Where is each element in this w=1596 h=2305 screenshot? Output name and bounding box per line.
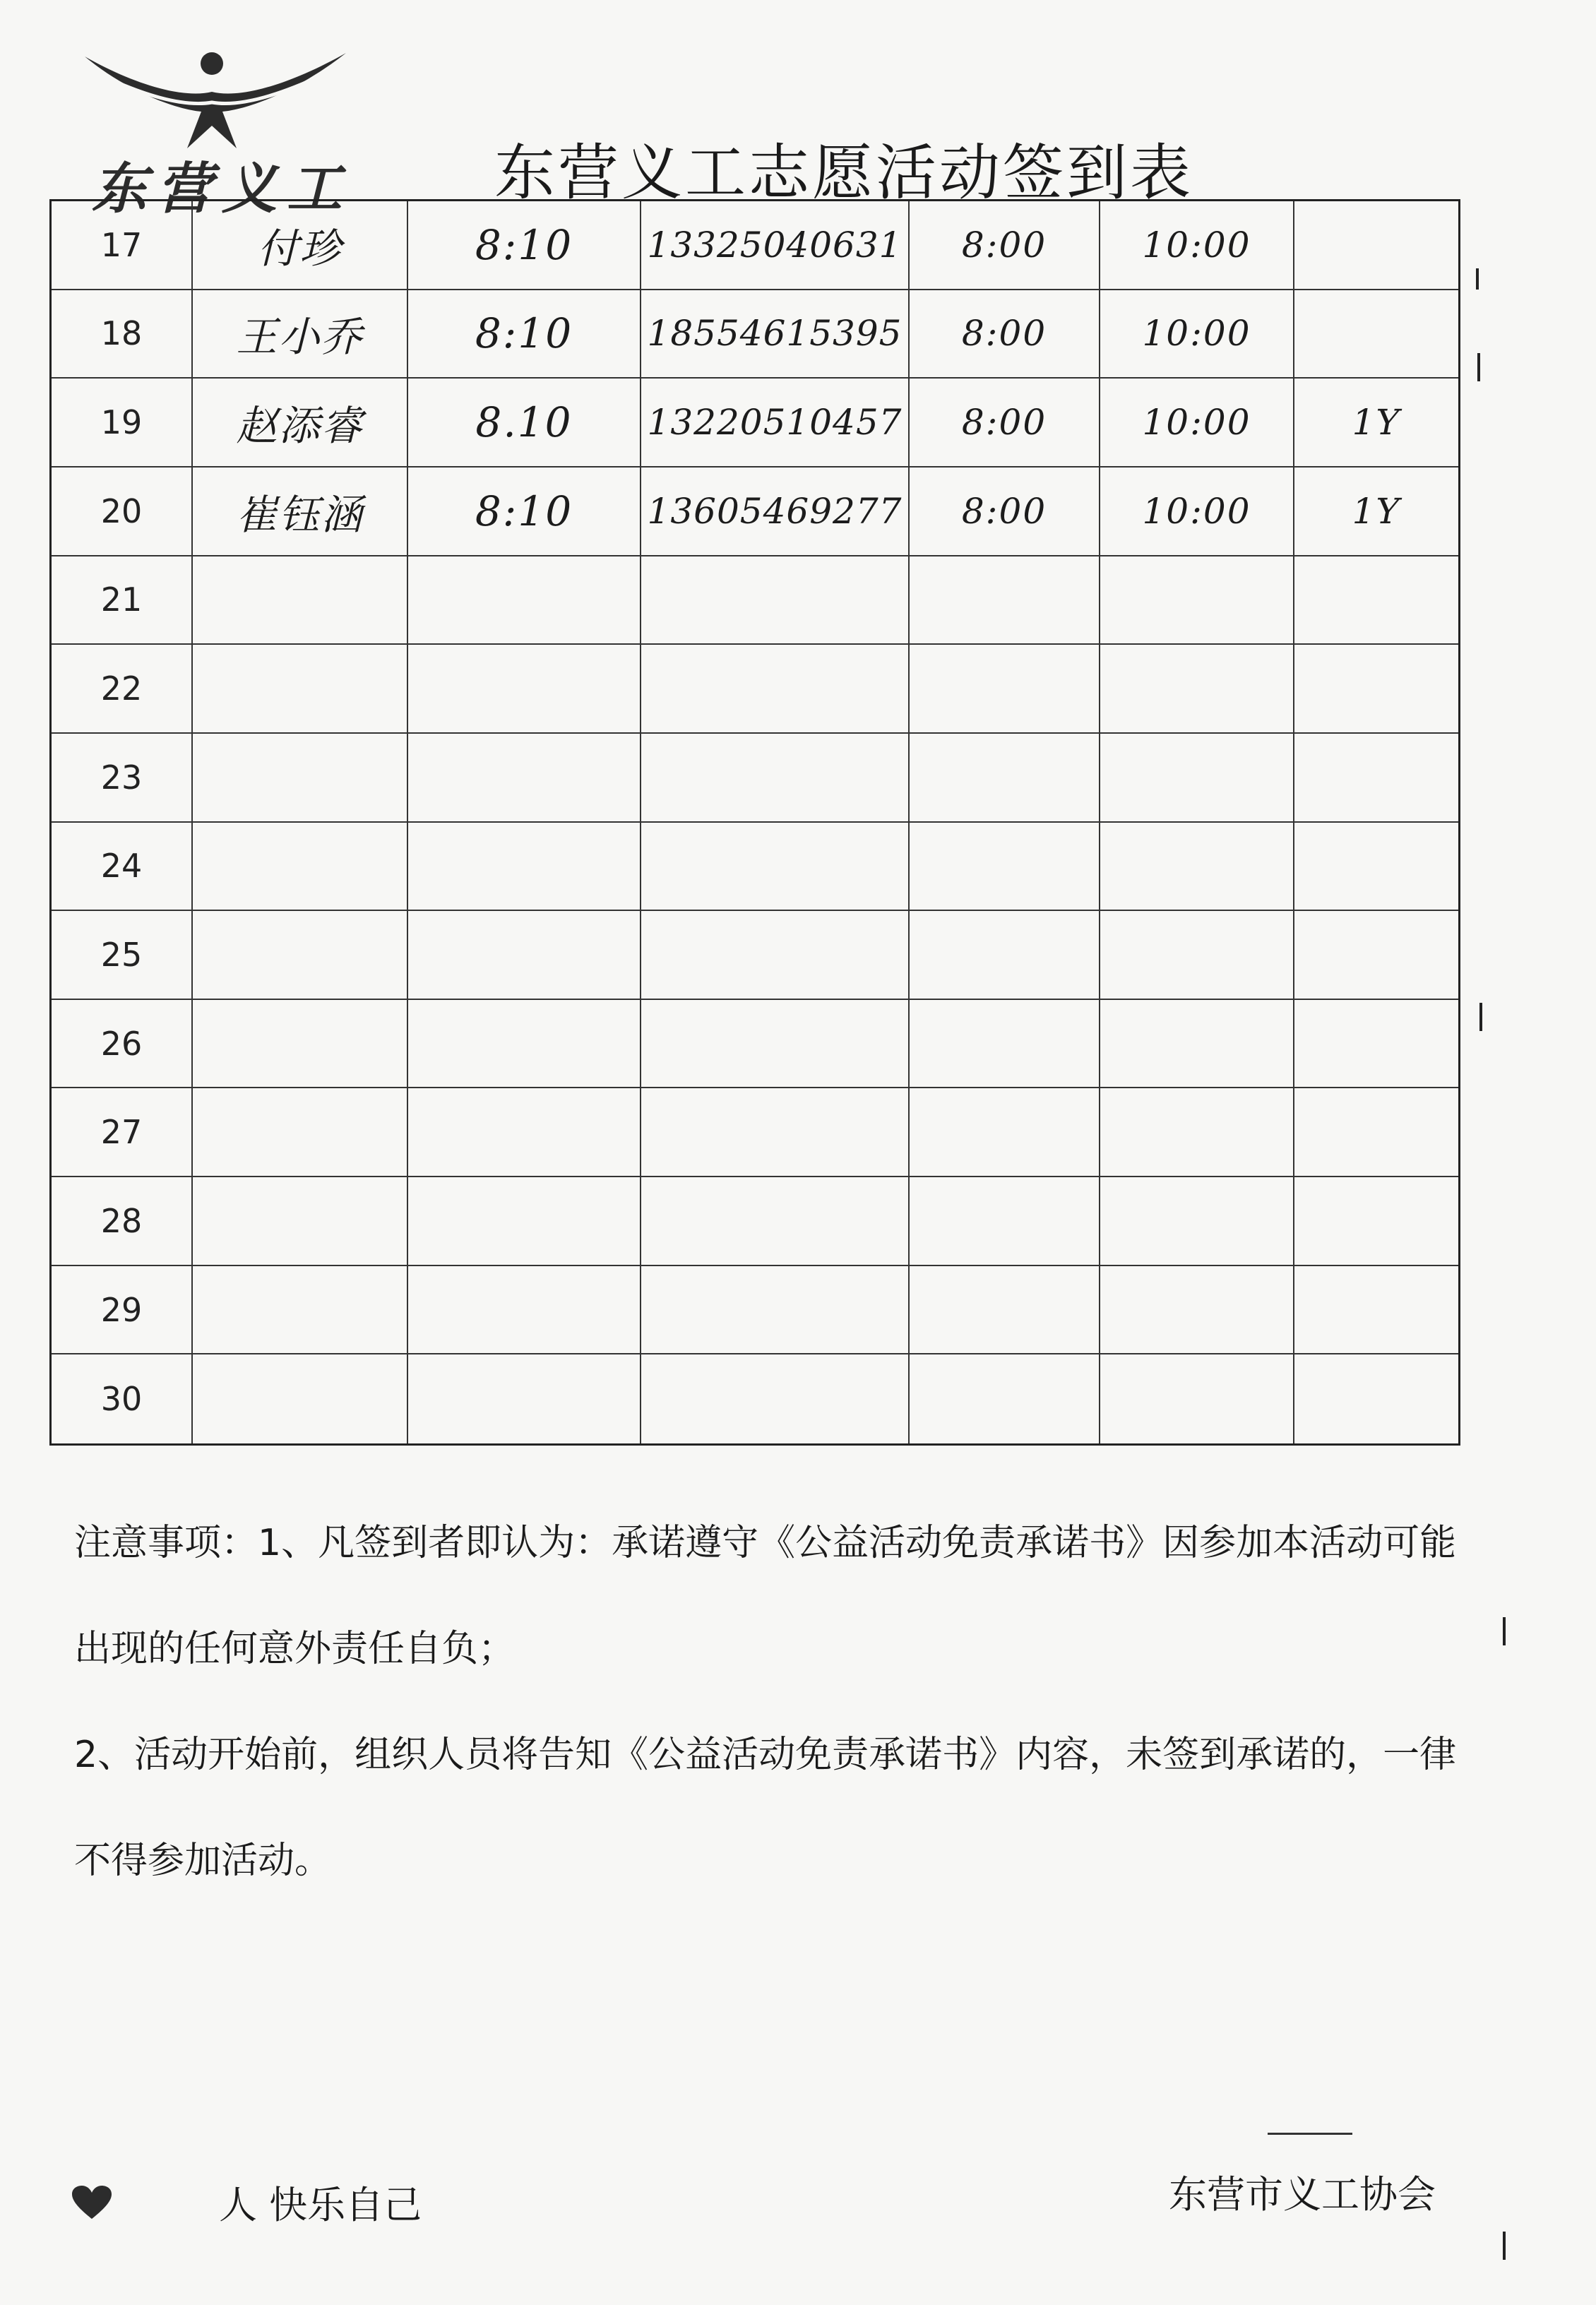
row-number: 29 [100,1290,143,1329]
table-cell [641,1000,910,1089]
row-number: 28 [100,1201,143,1240]
row-number: 26 [100,1024,143,1063]
table-cell [910,911,1100,1000]
table-cell [52,823,193,912]
footer-organization: 东营市义工协会 [1169,2172,1436,2217]
table-cell [193,290,408,379]
table-cell [193,1266,408,1355]
row-number: 23 [100,758,143,797]
table-cell [408,1088,641,1177]
end-time-cell: 10:00 [1142,490,1251,532]
table-cell [193,734,408,823]
table-cell [910,379,1100,467]
table-cell [910,823,1100,912]
logo-text: 东营义工 [92,157,352,221]
table-cell [1100,467,1294,556]
table-cell [52,911,193,1000]
table-cell [408,1266,641,1355]
table-cell [1100,379,1294,467]
table-cell [52,1000,193,1089]
name-cell: 王小乔 [236,313,364,362]
hours-cell: 1Y [1352,490,1401,532]
table-cell [1294,734,1458,823]
sign-time-cell: 8:10 [475,487,573,535]
sign-time-cell: 8:10 [475,309,573,358]
divider [1268,2133,1352,2135]
table-cell [193,1354,408,1443]
notes-line-1: 注意事项：1、凡签到者即认为：承诺遵守《公益活动免责承诺书》因参加本活动可能 [74,1522,1457,1564]
notes-line-2: 出现的任何意外责任自负； [74,1628,516,1670]
table-cell [193,379,408,467]
table-cell [408,911,641,1000]
table-cell [910,290,1100,379]
footer-slogan: 人 快乐自己 [219,2183,422,2227]
table-cell [52,1266,193,1355]
table-cell [52,734,193,823]
table-cell [641,911,910,1000]
table-cell [910,734,1100,823]
phone-cell: 13605469277 [647,490,903,532]
bird-logo-icon [71,42,367,148]
table-cell [408,1354,641,1443]
table-cell [1294,911,1458,1000]
sign-time-cell: 8.10 [475,398,573,447]
table-cell [641,201,910,290]
table-cell [408,556,641,645]
table-cell [1100,290,1294,379]
phone-cell: 18554615395 [647,313,903,355]
table-cell [52,379,193,467]
table-cell [1294,201,1458,290]
table-cell [1100,911,1294,1000]
end-time-cell: 10:00 [1142,313,1251,355]
table-cell [52,290,193,379]
table-cell [641,1177,910,1266]
table-cell [408,734,641,823]
table-cell [641,645,910,734]
table-cell [1294,1266,1458,1355]
table-cell [910,1088,1100,1177]
table-cell [52,1088,193,1177]
table-cell [1100,823,1294,912]
heart-icon [71,2185,113,2220]
row-number: 21 [100,580,143,619]
table-cell [910,201,1100,290]
end-time-cell: 10:00 [1142,224,1251,266]
table-cell [641,1088,910,1177]
row-number: 19 [100,403,143,442]
table-cell [408,1177,641,1266]
row-number: 24 [100,847,143,886]
logo [71,42,367,221]
name-cell: 崔钰涵 [236,490,364,539]
table-cell [1294,467,1458,556]
table-cell [52,645,193,734]
table-cell [52,1354,193,1443]
table-cell [408,467,641,556]
table-cell [408,201,641,290]
row-number: 17 [100,225,143,264]
table-cell [1100,1354,1294,1443]
table-cell [193,467,408,556]
table-cell [910,1266,1100,1355]
table-cell [1100,1088,1294,1177]
table-cell [641,1266,910,1355]
table-cell [1294,556,1458,645]
table-cell [910,1354,1100,1443]
row-number: 20 [100,492,143,530]
name-cell: 赵添睿 [236,402,364,451]
table-cell [1294,1000,1458,1089]
scan-mark [1477,353,1480,381]
table-cell [408,823,641,912]
table-cell [193,201,408,290]
notes-line-3: 2、活动开始前，组织人员将告知《公益活动免责承诺书》内容，未签到承诺的，一律 [74,1734,1457,1776]
table-cell [641,290,910,379]
scan-mark [1476,268,1479,290]
table-cell [1294,379,1458,467]
table-cell [641,556,910,645]
table-cell [408,379,641,467]
phone-cell: 13220510457 [647,402,903,443]
table-cell [910,1000,1100,1089]
table-cell [52,556,193,645]
footer-slogan-group [71,2175,422,2229]
phone-cell: 13325040631 [647,224,903,266]
table-cell [910,556,1100,645]
table-cell [1294,1088,1458,1177]
page-title: 东营义工志愿活动签到表 [494,138,1193,208]
sign-time-cell: 8:10 [475,220,573,269]
table-cell [52,1177,193,1266]
table-cell [1100,556,1294,645]
table-cell [408,645,641,734]
table-cell [193,823,408,912]
table-cell [1294,1177,1458,1266]
table-cell [1100,1000,1294,1089]
table-cell [910,1177,1100,1266]
row-number: 25 [100,935,143,974]
end-time-cell: 10:00 [1142,402,1251,443]
sign-in-table [49,199,1460,1446]
table-cell [641,823,910,912]
scan-mark [1503,1617,1506,1645]
table-cell [910,467,1100,556]
table-cell [193,556,408,645]
table-cell [1100,1266,1294,1355]
row-number: 18 [100,314,143,353]
table-cell [1294,1354,1458,1443]
table-cell [52,201,193,290]
table-cell [1294,290,1458,379]
table-cell [193,1088,408,1177]
scan-mark [1479,1003,1482,1031]
table-cell [1294,823,1458,912]
row-number: 27 [100,1113,143,1152]
table-cell [910,645,1100,734]
table-cell [1100,645,1294,734]
table-cell [1100,1177,1294,1266]
row-number: 22 [100,669,143,708]
start-time-cell: 8:00 [961,490,1047,532]
row-number: 30 [100,1380,143,1419]
table-cell [52,467,193,556]
table-cell [193,1177,408,1266]
table-cell [1100,201,1294,290]
start-time-cell: 8:00 [961,402,1047,443]
notes-line-4: 不得参加活动。 [74,1840,332,1882]
table-cell [193,645,408,734]
start-time-cell: 8:00 [961,313,1047,355]
table-cell [408,290,641,379]
scan-mark [1503,2232,1506,2260]
table-cell [193,1000,408,1089]
table-cell [641,379,910,467]
table-cell [1294,645,1458,734]
table-cell [641,1354,910,1443]
hours-cell: 1Y [1352,402,1401,443]
name-cell: 付珍 [257,224,343,273]
table-cell [193,911,408,1000]
notes [74,1490,1529,1914]
table-cell [641,467,910,556]
table-cell [1100,734,1294,823]
table-cell [641,734,910,823]
table-cell [408,1000,641,1089]
start-time-cell: 8:00 [961,224,1047,266]
